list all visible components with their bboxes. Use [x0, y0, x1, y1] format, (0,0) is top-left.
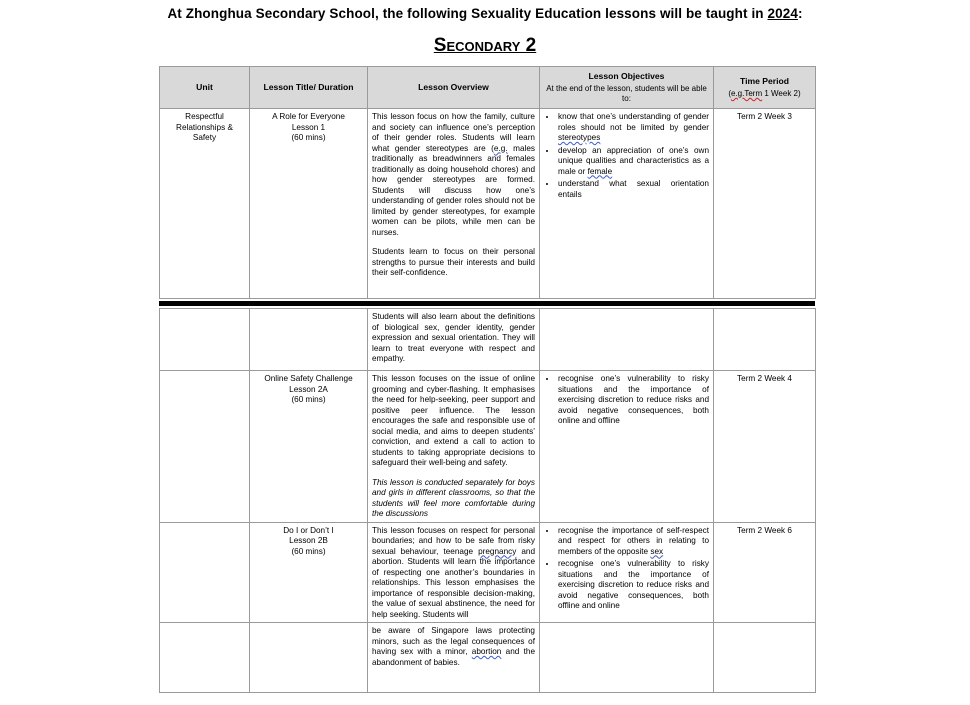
overview-paragraph: Students learn to focus on their personal strengths to pursue their interests and build their self-confidence. [372, 247, 535, 277]
cell-lesson-overview [368, 371, 540, 523]
overview-paragraph [372, 626, 535, 668]
page-break-bar [159, 301, 815, 306]
cell-lesson-objectives [540, 109, 714, 299]
cell-lesson-overview [368, 522, 540, 623]
objectives-list [544, 112, 709, 200]
lesson-title-line: Do I or Don’t I [283, 525, 334, 535]
lesson-table-part1 [159, 66, 816, 299]
col-header-time-sub [717, 89, 812, 99]
overview-paragraph [372, 112, 535, 238]
overview-text-a: This lesson focuses on respect for personal boundaries; and how to be safe from risky sexual behaviour, teenage [372, 525, 535, 556]
objective-item [557, 179, 709, 200]
table-row [160, 623, 816, 693]
cell-time-period: Term 2 Week 3 [714, 109, 816, 299]
cell-time-period: Term 2 Week 4 [714, 371, 816, 523]
lesson-table-part1-wrap [159, 66, 815, 299]
table-row [160, 522, 816, 623]
objective-text: recognise the importance of self-respect and respect for others in relating to members of the opposite [558, 525, 709, 556]
col-header-time-label: Time Period [739, 76, 790, 86]
objective-item [557, 526, 709, 558]
overview-paragraph-italic: This lesson is conducted separately for boys and girls in different classrooms, so that the students will feel more comfortable during the discussions [372, 477, 535, 518]
table-row [160, 309, 816, 371]
lesson-duration-line: (60 mins) [291, 546, 326, 556]
page-heading [0, 0, 970, 21]
cell-lesson-title [250, 522, 368, 623]
objectives-list [544, 374, 709, 427]
lesson-title-line: Online Safety Challenge [264, 374, 353, 383]
table-row [160, 371, 816, 523]
cell-lesson-overview [368, 623, 540, 693]
cell-time-period [714, 309, 816, 371]
objective-text: understand what sexual orientation entails [558, 179, 709, 199]
lesson-table-part2-wrap [159, 308, 815, 693]
cell-lesson-objectives [540, 522, 714, 623]
objective-item: • recognise one’s vulnerability to risky situations and the importance of exercising discretion to reduce risks and avoid negative consequences, both online and offline [557, 374, 709, 427]
overview-text-b: and abortion. Students will learn the importance of respecting one another’s boundaries in relationships. This lesson emphasises the importance of responsible decision-making, the value of sexual abstinence, the need for help seeking. Students will [372, 546, 535, 619]
col-header-objectives [540, 67, 714, 109]
page-heading-suffix: : [797, 6, 803, 21]
objective-flagged-word: stereotypes [558, 133, 601, 142]
objectives-list [544, 526, 709, 612]
overview-flagged-word: pregnancy [478, 546, 517, 556]
col-header-unit [160, 67, 250, 109]
col-header-unit-label: Unit [196, 82, 213, 92]
section-title [0, 35, 970, 57]
lesson-number-line: Lesson 2A [289, 384, 328, 394]
col-header-time-sub-prefix: ( [728, 89, 731, 98]
col-header-overview [368, 67, 540, 109]
table-row [160, 109, 816, 299]
cell-lesson-objectives [540, 623, 714, 693]
objective-item [557, 112, 709, 144]
overview-paragraph: This lesson focuses on the issue of online grooming and cyber-flashing. It emphasises the need for help-seeking, peer support and positive peer influence. The lesson encourages the safe and responsible use of social media, and aims to deepen students’ conviction, and extend a call to action to students to taking appropriate decisions to safeguard their well-being and safety. [372, 374, 535, 467]
section-title-text: Secondary 2 [433, 35, 537, 56]
col-header-title [250, 67, 368, 109]
col-header-time-sub-eg: e.g.Term [731, 89, 763, 98]
col-header-overview-label: Lesson Overview [418, 82, 489, 92]
objective-item [557, 146, 709, 178]
col-header-objectives-label: Lesson Objectives [588, 71, 665, 81]
cell-lesson-title [250, 109, 368, 299]
cell-lesson-overview [368, 309, 540, 371]
objective-text: recognise one’s vulnerability to risky situations and the importance of exercising discretion to reduce risks and avoid negative consequences, both offline and online [558, 559, 709, 610]
page-heading-year: 2024 [767, 6, 798, 21]
cell-lesson-objectives [540, 371, 714, 523]
lesson-duration-line: (60 mins) [291, 133, 326, 142]
lesson-table-part2 [159, 308, 816, 693]
objective-text: know that one’s understanding of gender roles should not be limited by gender [558, 112, 709, 132]
objective-flagged-word: sex [650, 546, 664, 556]
overview-flagged-word: abortion [471, 647, 502, 656]
cell-time-period [714, 623, 816, 693]
cell-unit [160, 623, 250, 693]
cell-unit: Respectful Relationships & Safety [160, 109, 250, 299]
cell-lesson-title [250, 623, 368, 693]
table-header-row [160, 67, 816, 109]
col-header-title-label: Lesson Title/ Duration [263, 82, 354, 92]
lesson-number-line: Lesson 1 [291, 122, 326, 132]
objective-text: develop an appreciation of one’s own unique qualities and characteristics as a male or [558, 145, 709, 176]
cell-unit [160, 309, 250, 371]
col-header-time [714, 67, 816, 109]
overview-text-b: males traditionally as breadwinners and females traditionally as doing household chores) and how gender stereotypes are formed. Students will discuss how one’s understanding of gender roles should not be limited by gender stereotypes, for example women can be pilots, while men can be nurses. [372, 143, 535, 237]
cell-lesson-title [250, 309, 368, 371]
col-header-objectives-sub: At the end of the lesson, students will be able to: [546, 84, 707, 103]
cell-time-period: Term 2 Week 6 [714, 522, 816, 623]
overview-flagged-eg: e.g. [493, 143, 508, 153]
lesson-duration-line: (60 mins) [291, 395, 326, 404]
objective-item [557, 559, 709, 612]
cell-unit [160, 371, 250, 523]
cell-lesson-title [250, 371, 368, 523]
cell-lesson-objectives [540, 309, 714, 371]
overview-paragraph: Students will also learn about the definitions of biological sex, gender identity, gender expression and sexual orientation. They will learn to treat everyone with respect and empathy. [372, 312, 535, 363]
overview-text-b: and the abandonment of babies. [372, 647, 535, 667]
cell-unit [160, 522, 250, 623]
overview-text-a: be aware of Singapore laws protecting minors, such as the legal consequences of having sex with a minor, [372, 626, 535, 656]
lesson-number-line: Lesson 2B [289, 536, 328, 545]
page-heading-prefix: At Zhonghua Secondary School, the following Sexuality Education lessons will be taught in [167, 6, 768, 21]
overview-text-a: This lesson focus on how the family, culture and society can influence one’s perception of their gender roles. Students will learn what gender stereotypes are ( [372, 112, 535, 153]
overview-paragraph [372, 526, 535, 621]
col-header-time-sub-rest: 1 Week 2) [762, 89, 801, 98]
lesson-title-line: A Role for Everyone [272, 112, 345, 121]
cell-lesson-overview [368, 109, 540, 299]
objective-flagged-word: female [587, 166, 613, 176]
